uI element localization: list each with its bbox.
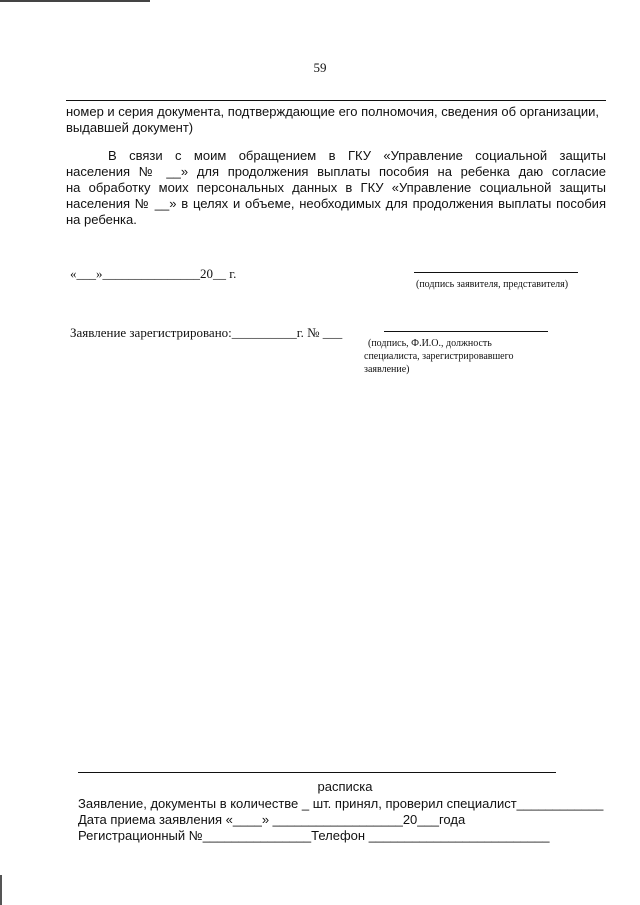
applicant-signature-caption: (подпись заявителя, представителя) bbox=[416, 279, 569, 290]
registrar-caption-line-2: специалиста, зарегистрировавшего bbox=[364, 351, 514, 362]
top-rule bbox=[66, 100, 606, 101]
registration-label: Заявление зарегистрировано:__________г. № ___ bbox=[70, 325, 343, 340]
receipt-title: расписка bbox=[317, 779, 373, 794]
registrar-caption-line-1: (подпись, Ф.И.О., должность bbox=[368, 338, 492, 349]
authority-line-2: выдавшей документ) bbox=[66, 120, 194, 135]
consent-line-4: населения № __» в целях и объеме, необходимых для продолжения выплаты пособия bbox=[66, 196, 606, 211]
registrar-caption-line-3: заявление) bbox=[364, 364, 410, 375]
applicant-signature-line bbox=[414, 272, 578, 273]
receipt-top-rule bbox=[78, 772, 556, 773]
consent-line-5: на ребенка. bbox=[66, 212, 137, 227]
registrar-caption bbox=[364, 337, 584, 376]
receipt-line-2: Дата приема заявления «____» __________________20___года bbox=[78, 812, 466, 827]
receipt-line-1: Заявление, документы в количестве _ шт. принял, проверил специалист____________ bbox=[78, 796, 604, 811]
consent-line-2: населения № __» для продолжения выплаты пособия на ребенка даю согласие bbox=[66, 164, 606, 179]
scan-edge-top bbox=[0, 0, 150, 2]
page-number: 59 bbox=[313, 60, 327, 75]
consent-line-1: В связи с моим обращением в ГКУ «Управление социальной защиты bbox=[108, 148, 606, 163]
authority-line-1: номер и серия документа, подтверждающие его полномочия, сведения об организации, bbox=[66, 104, 600, 119]
date-line: «___»_______________20__ г. bbox=[70, 266, 237, 281]
receipt-line-3: Регистрационный №_______________Телефон _________________________ bbox=[78, 828, 550, 843]
scan-edge-left bbox=[0, 875, 2, 905]
consent-line-3: на обработку моих персональных данных в ГКУ «Управление социальной защиты bbox=[66, 180, 606, 195]
registrar-signature-line bbox=[384, 331, 548, 332]
